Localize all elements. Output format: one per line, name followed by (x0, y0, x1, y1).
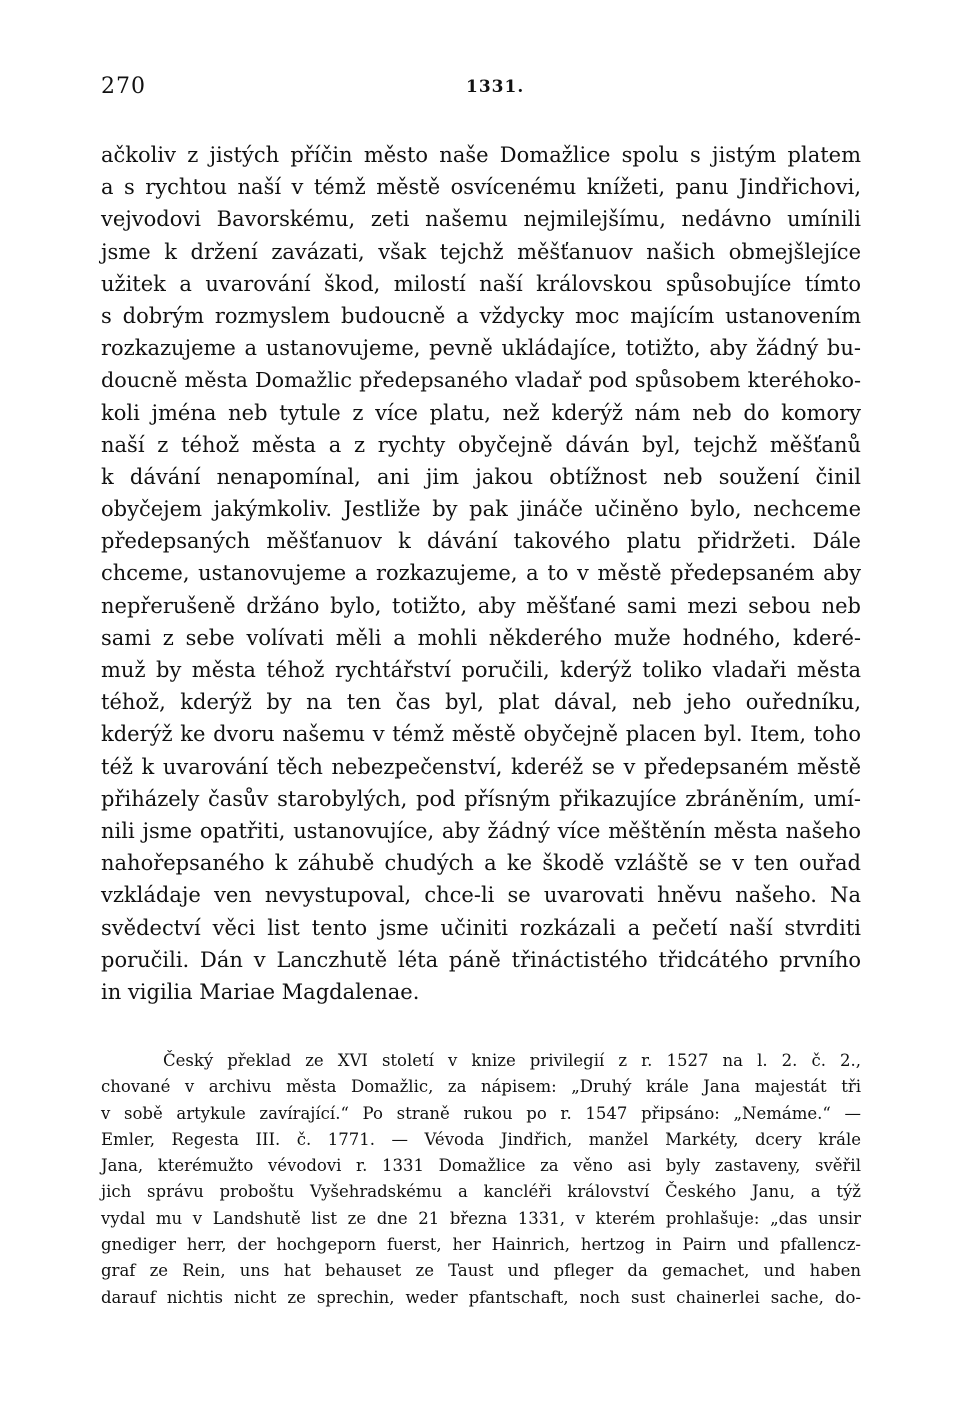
charter-line: poručili. Dán v Lanczhutě léta páně třináctistého třidcátého prvního (101, 947, 861, 972)
running-head-year: 1331. (466, 77, 525, 97)
charter-line: chceme, ustanovujeme a rozkazujeme, a to v městě předepsaném aby (101, 561, 861, 586)
note-line: v sobě artykule zavírající.“ Po straně rukou po r. 1547 připsáno: „Nemáme.“ — (101, 1103, 861, 1123)
note-line: vydal mu v Landshutě list ze dne 21 března 1331, v kterém prohlašuje: „das unsir (101, 1208, 861, 1228)
charter-line: rozkazujeme a ustanovujeme, pevně ukládajíce, totižto, aby žádný bu- (101, 336, 861, 361)
note-line: jich správu proboštu Vyšehradskému a kancléři království Českého Janu, a týž (101, 1182, 861, 1202)
note-line: Český překlad ze XVI století v knize privilegií z r. 1527 na l. 2. č. 2., (163, 1051, 861, 1070)
charter-line: a s rychtou naší v témž městě osvícenému knížeti, panu Jindřichovi, (101, 175, 861, 200)
charter-line: koli jména neb tytule z více platu, než kderýž nám neb do komory (101, 400, 861, 425)
note-line: graf ze Rein, uns hat behauset ze Taust und pfleger da gemachet, und haben (101, 1261, 861, 1281)
charter-line: nili jsme opatřiti, ustanovujíce, aby žádný více měštěnín města našeho (101, 818, 861, 843)
charter-line: in vigilia Mariae Magdalenae. (101, 979, 420, 1004)
charter-line: přiházely časův starobylých, pod přísným přikazujíce zbráněním, umí- (101, 786, 861, 811)
charter-line: kderýž ke dvoru našemu v témž městě obyčejně placen byl. Item, toho (101, 722, 861, 747)
charter-line: s dobrým rozmyslem budoucně a vždycky moc majícím ustanovením (101, 303, 861, 328)
charter-line: naší z téhož města a z rychty obyčejně dáván byl, tejchž měšťanů (101, 432, 861, 457)
charter-line: obyčejem jakýmkoliv. Jestliže by pak jináče učiněno bylo, nechceme (101, 497, 861, 522)
charter-line: nahořepsaného k záhubě chudých a ke škodě vzláště se v ten ouřad (101, 851, 861, 876)
editorial-note (101, 1048, 861, 1311)
charter-line: užitek a uvarování škod, milostí naší královskou spůsobujíce tímto (101, 271, 861, 296)
charter-line: předepsaných měšťanuov k dávání takového platu přidržeti. Dále (101, 529, 861, 554)
charter-line: téhož, kderýž by na ten čas byl, plat dával, neb jeho ouředníku, (101, 690, 861, 715)
charter-line: svědectví věci list tento jsme učiniti rozkázali a pečetí naší stvrditi (101, 915, 861, 940)
note-line: gnediger herr, der hochgeporn fuerst, her Hainrich, hertzog in Pairn und pfallencz- (101, 1235, 861, 1255)
note-line: chované v archivu města Domažlic, za nápisem: „Druhý krále Jana majestát tři (101, 1077, 861, 1097)
charter-line: též k uvarování těch nebezpečenství, kderéž se v předepsaném městě (101, 754, 861, 779)
page-number: 270 (101, 74, 146, 99)
note-line: darauf nichtis nicht ze sprechin, weder pfantschaft, noch sust chainerlei sache, do- (101, 1287, 861, 1307)
charter-line: nepřerušeně držáno bylo, totižto, aby měšťané sami mezi sebou neb (101, 593, 861, 618)
note-line: Emler, Regesta III. č. 1771. — Vévoda Jindřich, manžel Markéty, dcery krále (101, 1129, 861, 1149)
charter-text (101, 139, 861, 1008)
charter-line: doucně města Domažlic předepsaného vladař pod spůsobem kteréhoko- (101, 368, 861, 393)
charter-line: k dávání nenapomínal, ani jim jakou obtížnost neb soužení činil (101, 464, 861, 489)
charter-line: sami z sebe volívati měli a mohli někderého muže hodného, kderé- (101, 625, 861, 650)
charter-line: ačkoliv z jistých příčin město naše Domažlice spolu s jistým platem (101, 143, 861, 167)
note-line: Jana, kterémužto vévodovi r. 1331 Domažlice za věno asi byly zastaveny, svěřil (101, 1156, 861, 1176)
charter-line: muž by města téhož rychtářství poručili, kderýž toliko vladaři města (101, 658, 861, 682)
charter-line: vzkládaje ven nevystupoval, chce-li se uvarovati hněvu našeho. Na (101, 883, 861, 908)
charter-line: vejvodovi Bavorskému, zeti našemu nejmilejšímu, nedávno umínili (101, 207, 861, 232)
charter-line: jsme k držení zavázati, však tejchž měšťanuov našich obmejšlejíce (101, 239, 861, 264)
